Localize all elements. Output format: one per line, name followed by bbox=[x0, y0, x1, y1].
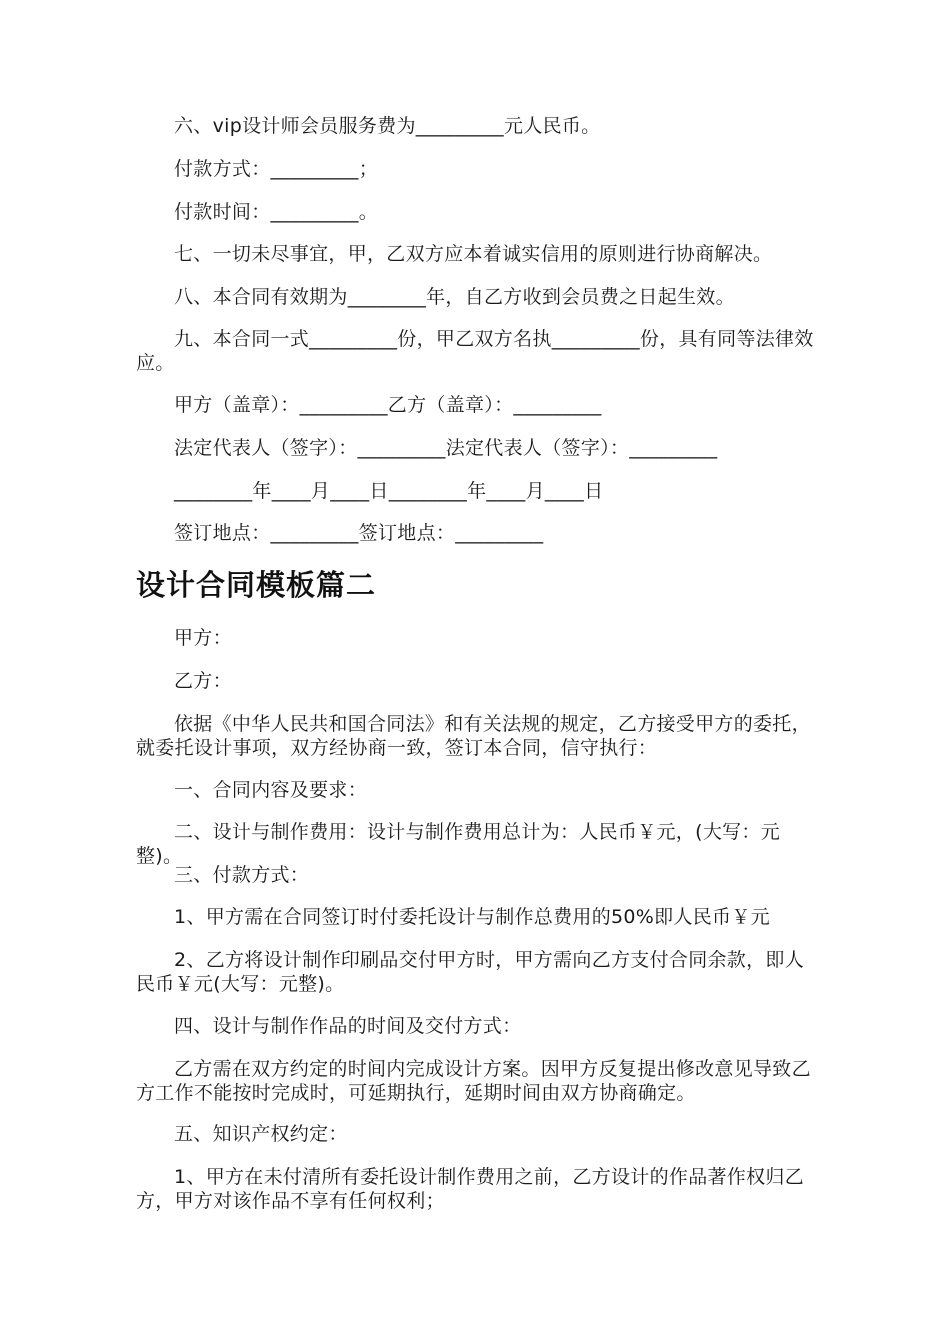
party-seals: 甲方（盖章）：_________乙方（盖章）：_________ bbox=[174, 394, 602, 416]
clause-six-fee: 六、vip设计师会员服务费为_________元人民币。 bbox=[174, 115, 601, 137]
ip-item-one: 1、甲方在未付清所有委托设计制作费用之前，乙方设计的作品著作权归乙方，甲方对该作品不享有任何权利； bbox=[136, 1166, 804, 1212]
payment-item-two: 2、乙方将设计制作印刷品交付甲方时，甲方需向乙方支付合同余款，即人民币￥元(大写：元整)。 bbox=[136, 949, 804, 995]
payment-method: 付款方式：_________； bbox=[174, 158, 379, 180]
section-heading: 设计合同模板篇二 bbox=[136, 568, 377, 602]
party-a-line: 甲方： bbox=[174, 627, 232, 649]
clause-five-heading: 五、知识产权约定： bbox=[174, 1123, 348, 1145]
clause-eight: 八、本合同有效期为________年，自乙方收到会员费之日起生效。 bbox=[174, 286, 735, 308]
clause-one-heading: 一、合同内容及要求： bbox=[174, 779, 368, 801]
signing-dates: ________年____月____日________年____月____日 bbox=[174, 480, 604, 502]
clause-seven: 七、一切未尽事宜，甲，乙双方应本着诚实信用的原则进行协商解决。 bbox=[174, 243, 773, 265]
party-b-line: 乙方： bbox=[174, 670, 232, 692]
payment-item-one: 1、甲方需在合同签订时付委托设计与制作总费用的50%即人民币￥元 bbox=[174, 906, 770, 928]
payment-time: 付款时间：_________。 bbox=[174, 201, 379, 223]
clause-two-fees: 二、设计与制作费用：设计与制作费用总计为：人民币￥元，(大写：元整)。 bbox=[136, 821, 781, 867]
clause-four-heading: 四、设计与制作作品的时间及交付方式： bbox=[174, 1015, 522, 1037]
legal-representatives: 法定代表人（签字）：_________法定代表人（签字）：_________ bbox=[174, 437, 718, 459]
preamble: 依据《中华人民共和国合同法》和有关法规的规定，乙方接受甲方的委托，就委托设计事项，双方经协商一致，签订本合同，信守执行： bbox=[136, 713, 811, 759]
signing-places: 签订地点：_________签订地点：_________ bbox=[174, 522, 544, 544]
clause-three-heading: 三、付款方式： bbox=[174, 864, 310, 886]
clause-four-body: 乙方需在双方约定的时间内完成设计方案。因甲方反复提出修改意见导致乙方工作不能按时完成时，可延期执行，延期时间由双方协商确定。 bbox=[136, 1058, 811, 1104]
clause-nine: 九、本合同一式_________份，甲乙双方名执_________份，具有同等法律效应。 bbox=[136, 328, 814, 374]
